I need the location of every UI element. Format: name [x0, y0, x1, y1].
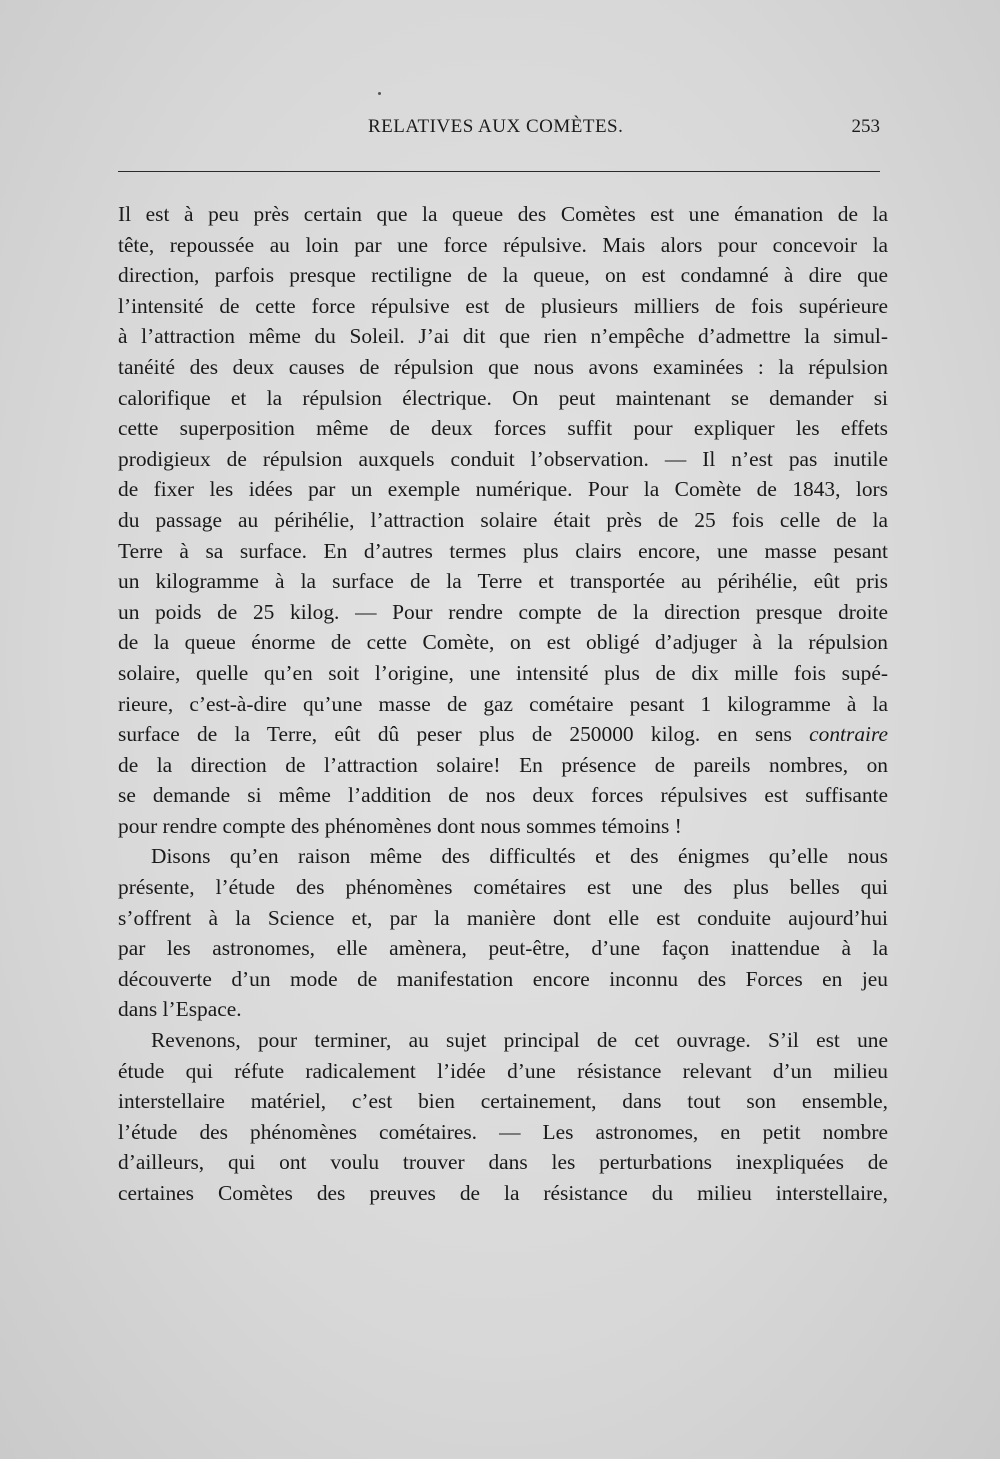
- text-line: Il est à peu près certain que la queue des Comètes est une émanation de la: [118, 202, 888, 226]
- text-line: cette superposition même de deux forces suffit pour expliquer les effets: [118, 416, 888, 441]
- text-line-with-italic: [118, 719, 888, 750]
- text-line: étude qui réfute radicalement l’idée d’une résistance relevant d’un milieu: [118, 1058, 888, 1083]
- header-rule: [118, 171, 880, 172]
- text-line: de la direction de l’attraction solaire! En présence de pareils nombres, on: [118, 752, 888, 777]
- running-title: RELATIVES AUX COMÈTES.: [368, 116, 624, 137]
- text-line: de fixer les idées par un exemple numérique. Pour la Comète de 1843, lors: [118, 477, 888, 502]
- text-line: rieure, c’est-à-dire qu’une masse de gaz cométaire pesant 1 kilogramme à la: [118, 691, 888, 716]
- text-line: prodigieux de répulsion auxquels conduit l’observation. — Il n’est pas inutile: [118, 446, 888, 471]
- paragraph-2: [118, 841, 888, 1025]
- text-line: solaire, quelle qu’en soit l’origine, une intensité plus de dix mille fois supé-: [118, 660, 888, 685]
- text-line: Disons qu’en raison même des difficultés et des énigmes qu’elle nous: [151, 844, 888, 869]
- text-line: interstellaire matériel, c’est bien certainement, dans tout son ensemble,: [118, 1089, 888, 1114]
- text-line: dans l’Espace.: [118, 997, 242, 1022]
- text-line: découverte d’un mode de manifestation encore inconnu des Forces en jeu: [118, 966, 888, 991]
- text-line: de la queue énorme de cette Comète, on est obligé d’adjuger à la répulsion: [118, 630, 888, 655]
- text-line: Revenons, pour terminer, au sujet principal de cet ouvrage. S’il est une: [151, 1028, 888, 1053]
- page-number: 253: [851, 116, 880, 137]
- text-line: un poids de 25 kilog. — Pour rendre compte de la direction presque droite: [118, 599, 888, 624]
- text-line: présente, l’étude des phénomènes cométaires est une des plus belles qui: [118, 875, 888, 900]
- text-line: s’offrent à la Science et, par la manière dont elle est conduite aujourd’hui: [118, 905, 888, 930]
- text-line: tanéité des deux causes de répulsion que nous avons examinées : la répulsion: [118, 354, 888, 379]
- text-line: d’ailleurs, qui ont voulu trouver dans les perturbations inexpliquées de: [118, 1150, 888, 1175]
- text-line: Terre à sa surface. En d’autres termes plus clairs encore, une masse pesant: [118, 538, 888, 563]
- body-text: [118, 199, 888, 1209]
- text-line: tête, repoussée au loin par une force répulsive. Mais alors pour concevoir la: [118, 232, 888, 257]
- text-line: l’étude des phénomènes cométaires. — Les astronomes, en petit nombre: [118, 1119, 888, 1144]
- text-line: du passage au périhélie, l’attraction solaire était près de 25 fois celle de la: [118, 507, 888, 532]
- paragraph-3: [118, 1025, 888, 1209]
- text-line: par les astronomes, elle amènera, peut-être, d’une façon inattendue à la: [118, 936, 888, 961]
- text-line: pour rendre compte des phénomènes dont nous sommes témoins !: [118, 813, 682, 838]
- text-line: à l’attraction même du Soleil. J’ai dit que rien n’empêche d’admettre la simul-: [118, 324, 888, 349]
- text-line: un kilogramme à la surface de la Terre et transportée au périhélie, eût pris: [118, 569, 888, 594]
- text-line: direction, parfois presque rectiligne de la queue, on est condamné à dire que: [118, 263, 888, 288]
- page-header: [118, 116, 880, 146]
- text-line: certaines Comètes des preuves de la résistance du milieu interstellaire,: [118, 1181, 888, 1205]
- text-line: se demande si même l’addition de nos deux forces répulsives est suffisante: [118, 783, 888, 808]
- text-line: l’intensité de cette force répulsive est de plusieurs milliers de fois supérieure: [118, 293, 888, 318]
- paragraph-1: [118, 199, 888, 841]
- text-line: calorifique et la répulsion électrique. On peut maintenant se demander si: [118, 385, 888, 410]
- ink-speck: [378, 92, 381, 95]
- italic-word: contraire: [809, 722, 888, 747]
- text-segment: surface de la Terre, eût dû peser plus de 250000 kilog. en sens: [118, 722, 810, 747]
